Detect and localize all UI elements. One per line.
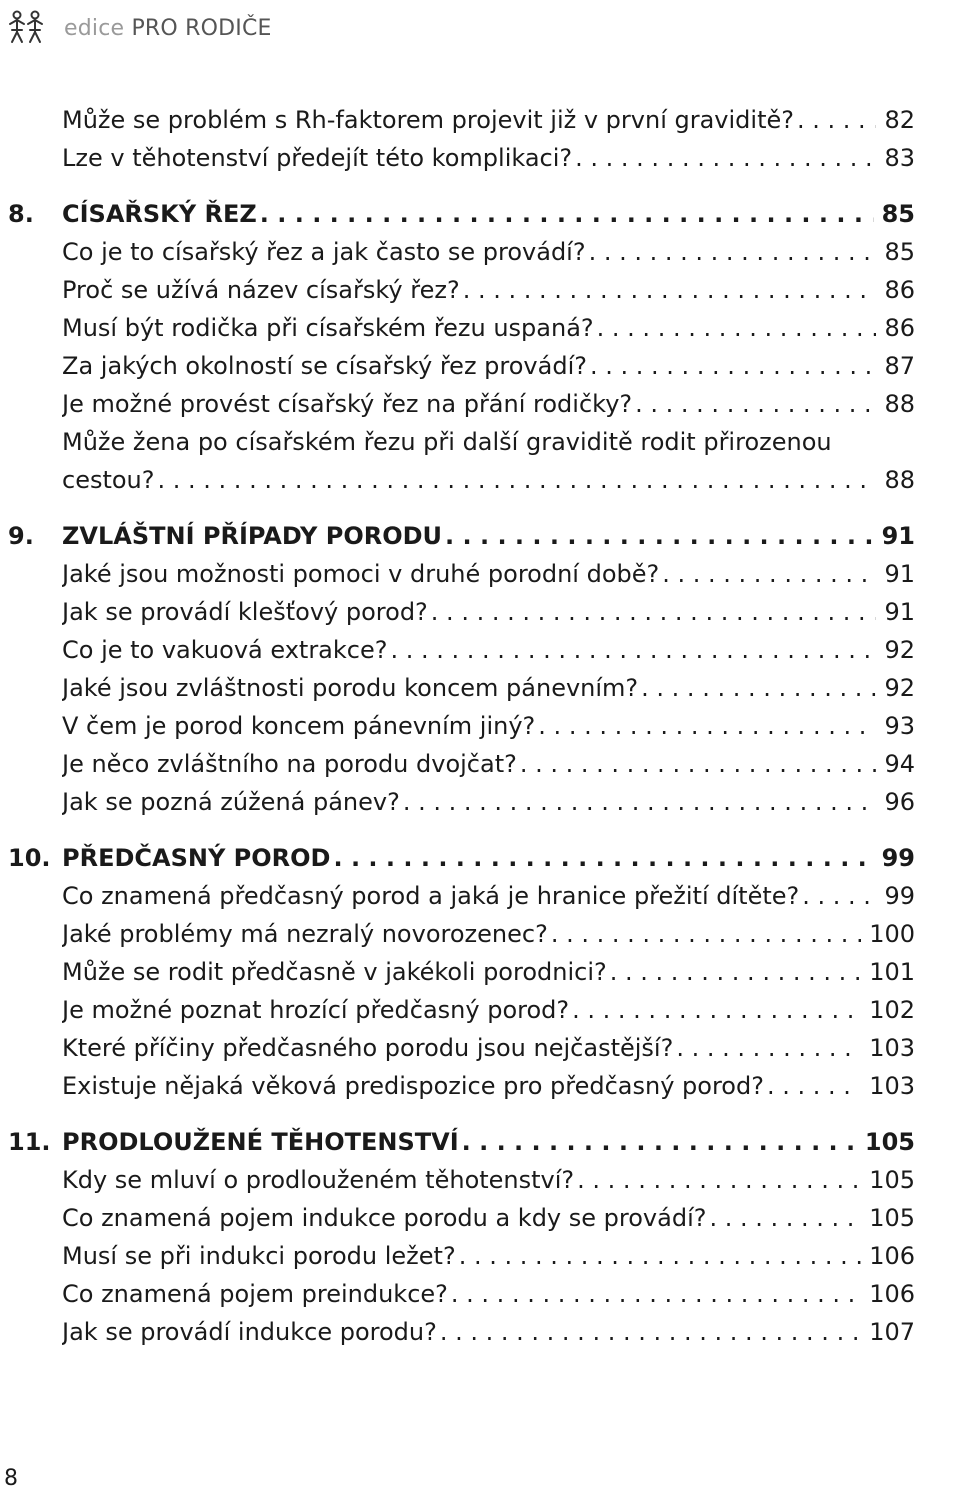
toc-entry-line[interactable] [62, 424, 915, 460]
children-figures-icon [6, 10, 46, 46]
toc-entry-page: 99 [884, 882, 915, 910]
dot-leader [572, 140, 876, 176]
toc-entry-title: Jak se provádí indukce porodu? [62, 1318, 437, 1346]
dot-leader [638, 670, 876, 706]
toc-entry-page: 85 [884, 238, 915, 266]
toc-entry-title: Je něco zvláštního na porodu dvojčat? [62, 750, 517, 778]
toc-entry[interactable] [62, 462, 915, 498]
toc-entry[interactable] [62, 1314, 915, 1350]
toc-entry[interactable] [62, 954, 915, 990]
toc-entry-page: 103 [869, 1072, 915, 1100]
toc-entry-page: 93 [884, 712, 915, 740]
toc-entry-page: 86 [884, 276, 915, 304]
toc-entry-title: Musí být rodička při císařském řezu uspaná? [62, 314, 594, 342]
toc-entry-title: Co znamená pojem indukce porodu a kdy se provádí? [62, 1204, 707, 1232]
toc-entry-title: Co je to vakuová extrakce? [62, 636, 388, 664]
toc-entry-title: Může žena po císařském řezu při další graviditě rodit přirozenou [62, 428, 832, 456]
dot-leader [574, 1162, 861, 1198]
toc-entry-page: 94 [884, 750, 915, 778]
toc-entry-page: 82 [884, 106, 915, 134]
toc-entry[interactable] [62, 1276, 915, 1312]
dot-leader [799, 878, 876, 914]
page-header [6, 8, 272, 48]
toc-entry-title: Lze v těhotenství předejít této komplikaci? [62, 144, 573, 172]
toc-entry[interactable] [62, 310, 915, 346]
toc-chapter[interactable] [62, 840, 915, 876]
toc-entry[interactable] [62, 386, 915, 422]
toc-entry-title: Je možné provést císařský řez na přání rodičky? [62, 390, 633, 418]
toc-entry-page: 83 [884, 144, 915, 172]
toc-entry[interactable] [62, 1200, 915, 1236]
page-number: 8 [4, 1466, 18, 1491]
dot-leader [456, 1238, 861, 1274]
dot-leader [706, 1200, 861, 1236]
dot-leader [764, 1068, 861, 1104]
series-name: PRO RODIČE [131, 15, 272, 41]
toc-chapter[interactable] [62, 518, 915, 554]
toc-entry[interactable] [62, 272, 915, 308]
toc-entry-title: Za jakých okolností se císařský řez provádí? [62, 352, 587, 380]
dot-leader [257, 196, 874, 232]
toc-entry[interactable] [62, 234, 915, 270]
chapter-number: 11. [8, 1128, 51, 1156]
dot-leader [794, 102, 876, 138]
toc-entry-title: Jaké jsou zvláštnosti porodu koncem pánevním? [62, 674, 639, 702]
toc-entry[interactable] [62, 1030, 915, 1066]
toc-entry-title: Proč se užívá název císařský řez? [62, 276, 460, 304]
chapter-number: 8. [8, 200, 34, 228]
toc-entry-page: 91 [884, 560, 915, 588]
toc-chapter-page: 91 [881, 522, 915, 550]
dot-leader [535, 708, 876, 744]
toc-entry-page: 100 [869, 920, 915, 948]
toc-entry-page: 87 [884, 352, 915, 380]
toc-chapter-title: PŘEDČASNÝ POROD [62, 844, 331, 872]
toc-entry[interactable] [62, 784, 915, 820]
toc-entry-page: 91 [884, 598, 915, 626]
toc-entry-title: Co je to císařský řez a jak často se provádí? [62, 238, 586, 266]
toc-entry[interactable] [62, 632, 915, 668]
toc-entry-page: 102 [869, 996, 915, 1024]
dot-leader [388, 632, 877, 668]
dot-leader [330, 840, 873, 876]
dot-leader [659, 556, 876, 592]
toc-entry-title: Které příčiny předčasného porodu jsou nejčastější? [62, 1034, 674, 1062]
toc-entry[interactable] [62, 992, 915, 1028]
toc-entry[interactable] [62, 1162, 915, 1198]
toc-entry-title: Existuje nějaká věková predispozice pro předčasný porod? [62, 1072, 764, 1100]
toc-entry-page: 86 [884, 314, 915, 342]
toc-entry-page: 88 [884, 390, 915, 418]
toc-entry[interactable] [62, 140, 915, 176]
toc-entry-page: 101 [869, 958, 915, 986]
toc-entry-title-continued: cestou? [62, 466, 155, 494]
dot-leader [586, 234, 877, 270]
series-title [64, 16, 272, 41]
toc-chapter-title: ZVLÁŠTNÍ PŘÍPADY PORODU [62, 522, 443, 550]
toc-chapter-page: 105 [864, 1128, 915, 1156]
dot-leader [569, 992, 861, 1028]
toc-entry-page: 92 [884, 674, 915, 702]
dot-leader [428, 594, 877, 630]
dot-leader [594, 310, 877, 346]
dot-leader [155, 462, 877, 498]
dot-leader [448, 1276, 861, 1312]
toc-entry-page: 105 [869, 1204, 915, 1232]
toc-entry-title: V čem je porod koncem pánevním jiný? [62, 712, 536, 740]
toc-entry-title: Co znamená předčasný porod a jaká je hranice přežití dítěte? [62, 882, 800, 910]
toc-chapter[interactable] [62, 196, 915, 232]
toc-entry[interactable] [62, 594, 915, 630]
dot-leader [437, 1314, 861, 1350]
dot-leader [587, 348, 876, 384]
toc-entry-title: Jaké problémy má nezralý novorozenec? [62, 920, 548, 948]
toc-chapter-page: 85 [881, 200, 915, 228]
dot-leader [548, 916, 861, 952]
toc-entry[interactable] [62, 348, 915, 384]
dot-leader [460, 272, 877, 308]
toc-entry-page: 96 [884, 788, 915, 816]
dot-leader [442, 518, 874, 554]
chapter-number: 9. [8, 522, 34, 550]
toc-entry-title: Kdy se mluví o prodlouženém těhotenství? [62, 1166, 575, 1194]
toc-entry[interactable] [62, 556, 915, 592]
dot-leader [517, 746, 877, 782]
toc-entry[interactable] [62, 1068, 915, 1104]
toc-chapter-title: CÍSAŘSKÝ ŘEZ [62, 200, 257, 228]
toc-entry[interactable] [62, 102, 915, 138]
dot-leader [673, 1030, 861, 1066]
toc-entry-title: Musí se při indukci porodu ležet? [62, 1242, 456, 1270]
toc-entry[interactable] [62, 670, 915, 706]
dot-leader [400, 784, 877, 820]
toc-entry[interactable] [62, 1238, 915, 1274]
dot-leader [607, 954, 861, 990]
toc-entry-title: Je možné poznat hrozící předčasný porod? [62, 996, 570, 1024]
toc-entry-page: 88 [884, 466, 915, 494]
toc-entry-title: Jak se pozná zúžená pánev? [62, 788, 400, 816]
toc-entry[interactable] [62, 916, 915, 952]
toc-entry-page: 105 [869, 1166, 915, 1194]
toc-chapter[interactable] [62, 1124, 915, 1160]
toc-entry-title: Co znamená pojem preindukce? [62, 1280, 448, 1308]
toc-entry-title: Jaké jsou možnosti pomoci v druhé porodní době? [62, 560, 660, 588]
toc-entry-title: Jak se provádí klešťový porod? [62, 598, 428, 626]
chapter-number: 10. [8, 844, 51, 872]
toc-chapter-page: 99 [881, 844, 915, 872]
dot-leader [632, 386, 876, 422]
toc-entry[interactable] [62, 746, 915, 782]
toc-entry-page: 106 [869, 1280, 915, 1308]
toc-entry[interactable] [62, 878, 915, 914]
toc-entry-page: 92 [884, 636, 915, 664]
toc-entry[interactable] [62, 708, 915, 744]
toc-entry-title: Může se problém s Rh-faktorem projevit již v první graviditě? [62, 106, 794, 134]
toc-entry-page: 107 [869, 1318, 915, 1346]
toc-entry-page: 103 [869, 1034, 915, 1062]
series-prefix: edice [64, 15, 125, 41]
toc-chapter-title: PRODLOUŽENÉ TĚHOTENSTVÍ [62, 1128, 459, 1156]
toc-entry-title: Může se rodit předčasně v jakékoli porodnici? [62, 958, 607, 986]
toc-entry-page: 106 [869, 1242, 915, 1270]
dot-leader [459, 1124, 857, 1160]
